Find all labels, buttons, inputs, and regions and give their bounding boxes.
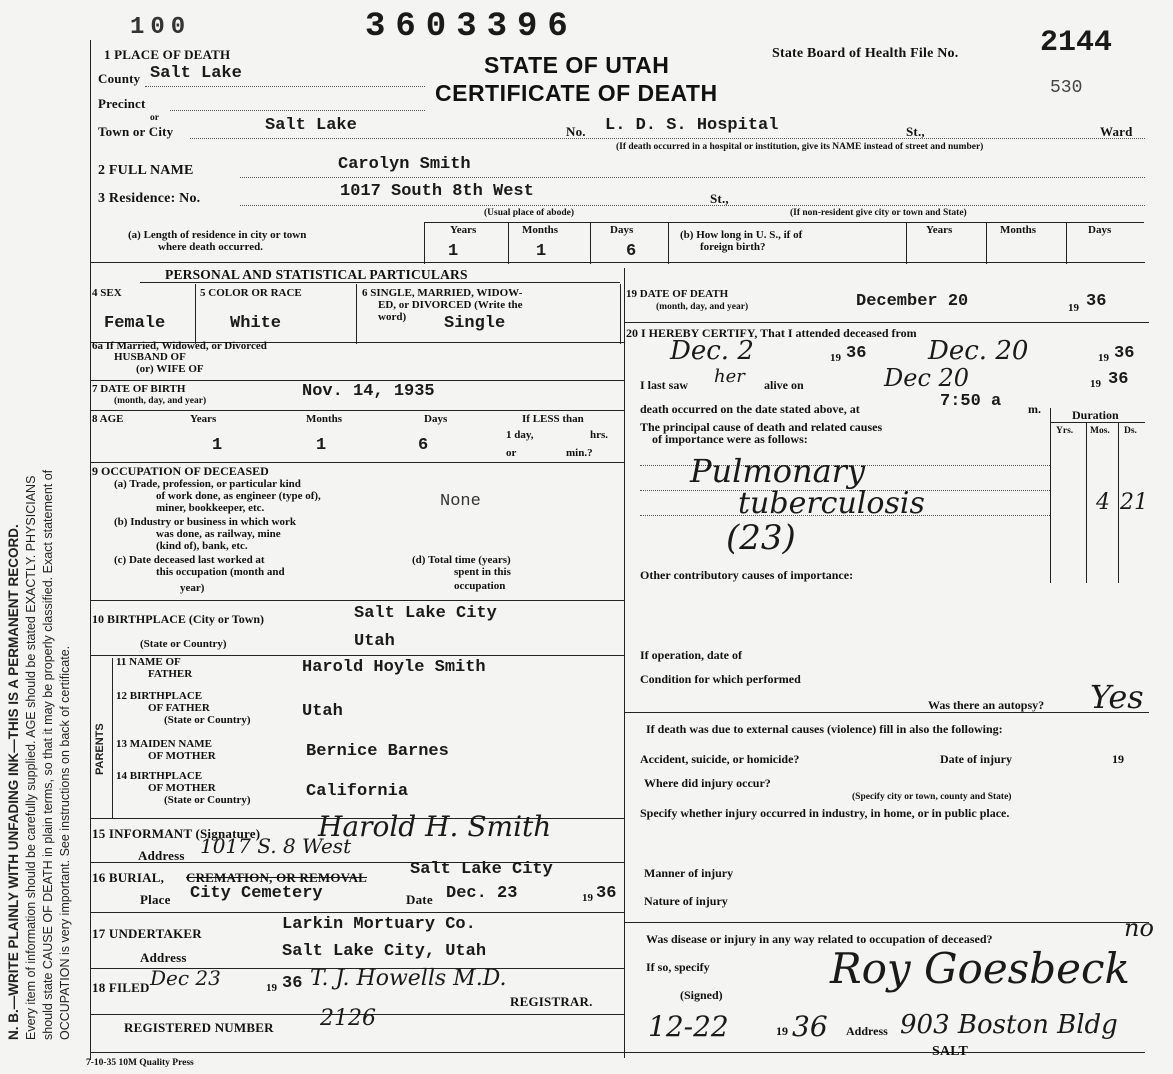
street-label: St., [906, 124, 925, 139]
sex-value: Female [104, 314, 166, 333]
birthplace-label: 10 BIRTHPLACE (City or Town) [92, 612, 265, 626]
res-days: 6 [626, 242, 637, 261]
fbirth-value: Utah [302, 702, 343, 721]
less-label: If LESS than [522, 413, 584, 425]
mos-header: Mos. [1090, 426, 1110, 436]
marital-label-b: ED, or DIVORCED (Write the [378, 299, 523, 311]
dod-year: 36 [1086, 292, 1107, 311]
registered-number: 2126 [320, 1006, 376, 1031]
autopsy-label: Was there an autopsy? [928, 698, 1045, 712]
birthplace-value: Salt Lake City [354, 604, 497, 623]
burial-place: City Cemetery [190, 884, 323, 903]
physician-signature: Roy Goesbeck [830, 944, 1130, 993]
less-min: min.? [566, 447, 593, 459]
nature-label: Nature of injury [644, 894, 728, 908]
specify2-label: If so, specify [646, 960, 710, 974]
last-saw-year: 36 [1108, 370, 1129, 389]
undertaker-label: 17 UNDERTAKER [92, 926, 202, 941]
last-saw-label: I last saw [640, 378, 689, 392]
dod-label: 19 DATE OF DEATH [626, 288, 729, 300]
undertaker-address-label: Address [140, 950, 187, 965]
box-div-6 [986, 222, 987, 264]
rule-after-dob [90, 410, 625, 411]
attended-to-prefix: 19 [1098, 352, 1109, 364]
operation-label: If operation, date of [640, 648, 742, 662]
occ-d1: (d) Total time (years) [412, 554, 511, 566]
certify-label: 20 I HEREBY CERTIFY, That I attended deceased from [626, 326, 917, 340]
burial-year-prefix: 19 [582, 892, 593, 904]
length-label-a: (a) Length of residence in city or town [128, 229, 307, 241]
dod-sub: (month, day, and year) [656, 302, 749, 312]
father-value: Harold Hoyle Smith [302, 658, 486, 677]
attended-from-prefix: 19 [830, 352, 841, 364]
duration-months: 4 [1096, 490, 1110, 515]
marital-value: Single [444, 314, 506, 333]
box-top [424, 222, 1144, 223]
sign-year-prefix: 19 [776, 1024, 788, 1038]
us-label-a: (b) How long in U. S., if of [680, 229, 803, 241]
attended-from: Dec. 2 [670, 336, 754, 366]
color-value: White [230, 314, 282, 333]
duration-label: Duration [1072, 408, 1119, 422]
attended-from-year: 36 [846, 344, 867, 363]
spouse-label-a: 6a If Married, Widowed, or Divorced [92, 340, 267, 352]
color-label: 5 COLOR OR RACE [200, 287, 302, 299]
duration-days: 21 [1120, 490, 1148, 515]
margin-number: 530 [1050, 78, 1083, 98]
father-label-a: 11 NAME OF [116, 656, 181, 668]
occ-b1: (b) Industry or business in which work [114, 516, 296, 528]
nonresident-note: (If non-resident give city or town and State) [790, 208, 967, 218]
mother-label-b: OF MOTHER [148, 750, 216, 762]
precinct-label: Precinct [98, 96, 146, 111]
cause-label-b: of importance were as follows: [652, 432, 808, 446]
attended-to: Dec. 20 [928, 336, 1029, 366]
side-note-line1: N. B.—WRITE PLAINLY WITH UNFADING INK—THIS IS A PERMANENT RECORD. [6, 524, 21, 1040]
informant-signature: Harold H. Smith [318, 810, 552, 843]
specify-label: Specify whether injury occurred in industry, in home, or in public place. [640, 806, 1010, 820]
town-label: Town or City [98, 124, 174, 139]
no-label: No. [566, 124, 586, 139]
mbirth-value: California [306, 782, 409, 801]
less-hrs: hrs. [590, 429, 609, 441]
serial-number: 3603396 [365, 8, 578, 46]
cause-line1-value: Pulmonary [690, 452, 866, 490]
parents-bracket [112, 658, 113, 818]
or-label: or [150, 113, 159, 123]
box-div-2 [508, 222, 509, 264]
fbirth-label-c: (State or Country) [164, 714, 251, 726]
attended-to-year: 36 [1114, 344, 1135, 363]
spouse-label-c: (or) WIFE OF [136, 363, 204, 375]
burial-date-label: Date [406, 892, 433, 907]
serial-number-prefix: 100 [130, 14, 192, 41]
burial-label: 16 BURIAL, [92, 870, 165, 885]
rule-after-burial [90, 912, 625, 913]
divider-19 [620, 284, 621, 344]
last-saw-prefix: 19 [1090, 378, 1101, 390]
parents-label: PARENTS [94, 723, 106, 775]
occ-a2: of work done, as engineer (type of), [156, 490, 321, 502]
us-months-header: Months [1000, 224, 1037, 236]
where-label: Where did injury occur? [644, 776, 771, 790]
sign-date: 12-22 [648, 1010, 729, 1043]
age-days: 6 [418, 436, 429, 455]
file-no-label: State Board of Health File No. [772, 46, 959, 61]
registered-number-label: REGISTERED NUMBER [124, 1020, 274, 1035]
us-label-b: foreign birth? [700, 241, 766, 253]
dur-div-3 [1118, 422, 1119, 583]
occ-d3: occupation [454, 580, 506, 592]
residence-label: 3 Residence: No. [98, 191, 201, 206]
personal-heading: PERSONAL AND STATISTICAL PARTICULARS [165, 267, 468, 282]
title-certificate: CERTIFICATE OF DEATH [435, 80, 718, 106]
dur-div-1 [1050, 408, 1051, 583]
manner-label: Manner of injury [644, 866, 734, 880]
filed-label: 18 FILED [92, 980, 150, 995]
burial-value: Salt Lake City [410, 860, 553, 879]
burial-struck-text: CREMATION, OR REMOVAL [186, 870, 368, 885]
spouse-label-b: HUSBAND OF [114, 351, 186, 363]
occ-d2: spent in this [454, 566, 511, 578]
age-years-label: Years [190, 413, 217, 425]
sign-year: 36 [792, 1010, 828, 1043]
full-name-label: 2 FULL NAME [98, 163, 194, 178]
occ-c2: this occupation (month and [156, 566, 285, 578]
other-causes-label: Other contributory causes of importance: [640, 568, 854, 582]
rule-after-spouse [90, 380, 625, 381]
place-of-death-label: 1 PLACE OF DEATH [104, 47, 231, 62]
printer-note: 7-10-35 10M Quality Press [86, 1058, 194, 1068]
mother-value: Bernice Barnes [306, 742, 449, 761]
undertaker-value: Larkin Mortuary Co. [282, 915, 476, 934]
burial-date: Dec. 23 [446, 884, 518, 903]
divider-color-marital [356, 284, 357, 344]
occ-b3: (kind of), bank, etc. [156, 540, 248, 552]
rule-before-related [624, 922, 1149, 923]
m-label: m. [1028, 402, 1041, 416]
side-note-line4: OCCUPATION is very important. See instructions on back of certificate. [58, 645, 72, 1040]
rule-after-occupation [90, 600, 625, 601]
rule-after-autopsy [624, 712, 1149, 713]
mbirth-label-c: (State or Country) [164, 794, 251, 806]
box-div-3 [590, 222, 591, 264]
birthplace-state-value: Utah [354, 632, 395, 651]
occurred-label: death occurred on the date stated above, at [640, 402, 860, 416]
birthplace-state-label: (State or Country) [140, 638, 227, 650]
cause-label-a: The principal cause of death and related causes [640, 420, 883, 434]
occ-a3: miner, bookkeeper, etc. [156, 502, 265, 514]
fbirth-label-b: OF FATHER [148, 702, 210, 714]
ds-header: Ds. [1124, 426, 1137, 436]
side-note-line3: should state CAUSE OF DEATH in plain terms, so that it may be properly classified. Exact statement of [41, 469, 55, 1040]
filed-year-prefix: 19 [266, 982, 277, 994]
title-state: STATE OF UTAH [484, 52, 670, 78]
occ-a1: (a) Trade, profession, or particular kind [114, 478, 301, 490]
physician-address-label: Address [846, 1024, 888, 1038]
dob-label: 7 DATE OF BIRTH [92, 383, 186, 395]
dob-value: Nov. 14, 1935 [302, 382, 435, 401]
dur-div-2 [1086, 422, 1087, 583]
name-line [240, 177, 1145, 178]
county-line [145, 86, 425, 87]
marital-label-c: word) [378, 311, 407, 323]
informant-address: 1017 S. 8 West [200, 834, 352, 858]
yrs-header: Yrs. [1056, 426, 1074, 436]
dod-value: December 20 [856, 292, 969, 311]
residence-value: 1017 South 8th West [340, 182, 534, 201]
related-label: Was disease or injury in any way related to occupation of deceased? [646, 932, 993, 946]
condition-label: Condition for which performed [640, 672, 801, 686]
hospital-value: L. D. S. Hospital [605, 116, 779, 135]
box-div-5 [906, 222, 907, 264]
county-value: Salt Lake [150, 64, 242, 83]
alive-on-label: alive on [764, 378, 804, 392]
residence-st-label: St., [710, 191, 729, 206]
undertaker-address: Salt Lake City, Utah [282, 942, 487, 961]
filed-date: Dec 23 [150, 966, 221, 990]
age-label: 8 AGE [92, 413, 124, 425]
rule-after-dod [624, 322, 1149, 323]
occ-c1: (c) Date deceased last worked at [114, 554, 265, 566]
side-note-line2: Every item of information should be carefully supplied. AGE should be stated EXACTLY. PHYSICIANS [24, 475, 38, 1040]
box-div-7 [1066, 222, 1067, 264]
left-border [90, 40, 91, 1060]
age-months-label: Months [306, 413, 343, 425]
filed-year: 36 [282, 974, 303, 993]
physician-address: 903 Boston Bldg [900, 1010, 1118, 1040]
town-value: Salt Lake [265, 116, 357, 135]
where-note: (Specify city or town, county and State) [852, 792, 1012, 802]
county-label: County [98, 71, 141, 86]
divider-sex-color [195, 284, 196, 344]
precinct-line [170, 110, 425, 111]
registrar-label: REGISTRAR. [510, 994, 593, 1009]
years-header: Years [450, 224, 477, 236]
external-label: If death was due to external causes (violence) fill in also the following: [646, 722, 1003, 736]
occ-b2: was done, as railway, mine [156, 528, 281, 540]
autopsy-value: Yes [1090, 678, 1144, 716]
cause-line2-value: tuberculosis [738, 486, 925, 521]
time-value: 7:50 a [940, 392, 1002, 411]
town-line [190, 138, 1145, 139]
months-header: Months [522, 224, 559, 236]
file-no: 2144 [1040, 26, 1113, 60]
less-day: 1 day, [506, 429, 534, 441]
ward-label: Ward [1100, 124, 1133, 139]
injury-date-label: Date of injury [940, 752, 1012, 766]
hospital-note: (If death occurred in a hospital or institution, give its NAME instead of street and number) [616, 142, 984, 152]
res-months: 1 [536, 242, 547, 261]
days-header: Days [610, 224, 634, 236]
physician-city: SALT [932, 1044, 969, 1059]
informant-label: 15 INFORMANT (Signature) [92, 826, 261, 841]
mbirth-label-a: 14 BIRTHPLACE [116, 770, 203, 782]
marital-label-a: 6 SINGLE, MARRIED, WIDOW- [362, 287, 523, 299]
rule-bottom [90, 1052, 1145, 1053]
cause-code: (23) [726, 518, 796, 558]
father-label-b: FATHER [148, 668, 193, 680]
related-value: no [1124, 914, 1154, 942]
occupation-label: 9 OCCUPATION OF DECEASED [92, 464, 269, 478]
age-years: 1 [212, 436, 223, 455]
burial-year: 36 [596, 884, 617, 903]
full-name-value: Carolyn Smith [338, 155, 471, 174]
us-years-header: Years [926, 224, 953, 236]
dod-year-prefix: 19 [1068, 302, 1079, 314]
middle-divider [624, 268, 625, 1058]
injury-year-prefix: 19 [1112, 752, 1124, 766]
res-years: 1 [448, 242, 459, 261]
sex-label: 4 SEX [92, 287, 122, 299]
personal-heading-rule [140, 282, 620, 283]
occupation-value: None [440, 492, 481, 511]
less-or: or [506, 447, 517, 459]
box-div-4 [668, 222, 669, 264]
fbirth-label-a: 12 BIRTHPLACE [116, 690, 203, 702]
signed-label: (Signed) [680, 988, 723, 1002]
accident-label: Accident, suicide, or homicide? [640, 752, 800, 766]
box-div-1 [424, 222, 425, 264]
last-saw-date: Dec 20 [884, 364, 970, 392]
age-months: 1 [316, 436, 327, 455]
last-saw-pronoun: her [714, 366, 745, 387]
burial-place-label: Place [140, 892, 171, 907]
occ-c3: year) [180, 582, 205, 594]
residence-line [240, 205, 1145, 206]
abode-note: (Usual place of abode) [484, 208, 574, 218]
rule-after-age [90, 462, 625, 463]
age-days-label: Days [424, 413, 448, 425]
dob-sub: (month, day, and year) [114, 396, 207, 406]
informant-address-label: Address [138, 848, 185, 863]
mbirth-label-b: OF MOTHER [148, 782, 216, 794]
length-label-b: where death occurred. [158, 241, 263, 253]
us-days-header: Days [1088, 224, 1112, 236]
registrar-signature: T. J. Howells M.D. [310, 966, 507, 991]
mother-label-a: 13 MAIDEN NAME [116, 738, 212, 750]
